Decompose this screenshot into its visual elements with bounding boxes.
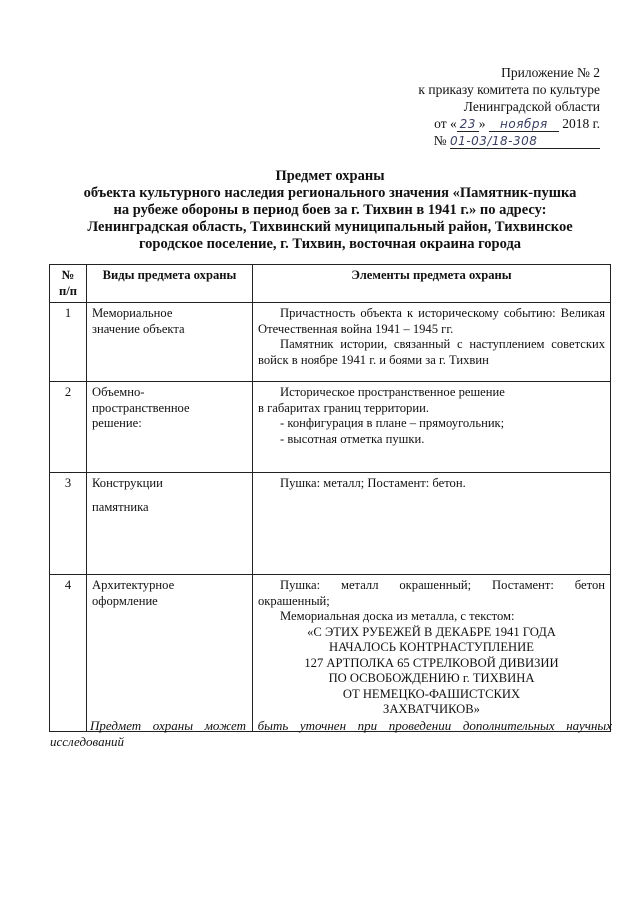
handwritten-number: 01-03/18-308 bbox=[450, 135, 600, 149]
column-header-elements: Элементы предмета охраны bbox=[253, 265, 611, 303]
table-row: 4 Архитектурное оформление Пушка: металл окрашенный; Постамент: бетон окрашенный; Мемориальная доска из металла, с текстом: «С ЭТИХ РУБЕЖЕЙ В ДЕКАБРЕ 1941 ГОДА НАЧАЛОСЬ КОНТРНАСТУПЛЕНИЕ 127 АРТПОЛКА 65 СТРЕЛКОВОЙ ДИВИЗИИ ПО ОСВОБОЖДЕНИЮ г. ТИХВИНА ОТ НЕМЕЦКО-ФАШИСТСКИХ ЗАХВАТЧИКОВ» bbox=[50, 575, 611, 732]
order-number: № 01-03/18-308 bbox=[370, 132, 600, 149]
table-row: 3 Конструкции памятника Пушка: металл; Постамент: бетон. bbox=[50, 473, 611, 575]
footer-note: Предмет охраны может быть уточнен при проведении дополнительных научных исследований bbox=[50, 718, 612, 749]
table-row: 1 Мемориальное значение объекта Причастность объекта к историческому событию: Великая Отечественная война 1941 – 1945 гг. Памятник истории, связанный с наступлением советских войск в ноябре 1941 г. и боями за г. Тихвин bbox=[50, 303, 611, 382]
table-row: 2 Объемно- пространственное решение: Историческое пространственное решение в габаритах границ территории. - конфигурация в плане – прямоугольник; - высотная отметка пушки. bbox=[50, 382, 611, 473]
appendix-label: Приложение № 2 bbox=[501, 65, 600, 80]
document-title: Предмет охраны объекта культурного наследия регионального значения «Памятник-пушка на рубеже обороны в период боев за г. Тихвин в 1941 г.» по адресу: Ленинградская область, Тихвинский муниципальный район, Тихвинское городское поселение, г. Тихвин, восточная окраина города bbox=[83, 168, 577, 252]
order-reference: к приказу комитета по культуре bbox=[418, 82, 600, 97]
document-header bbox=[370, 64, 600, 149]
order-date: от « 23 » ноября 2018 г. bbox=[434, 116, 600, 131]
table-header-row bbox=[50, 265, 611, 303]
protection-table bbox=[49, 264, 611, 732]
region-name: Ленинградской области bbox=[463, 99, 600, 114]
column-header-kind: Виды предмета охраны bbox=[87, 265, 253, 303]
handwritten-month: ноября bbox=[489, 118, 559, 132]
handwritten-day: 23 bbox=[457, 118, 479, 132]
column-header-number: № п/п bbox=[50, 265, 87, 303]
memorial-plaque-text: «С ЭТИХ РУБЕЖЕЙ В ДЕКАБРЕ 1941 ГОДА НАЧАЛОСЬ КОНТРНАСТУПЛЕНИЕ 127 АРТПОЛКА 65 СТРЕЛКОВОЙ ДИВИЗИИ ПО ОСВОБОЖДЕНИЮ г. ТИХВИНА ОТ НЕМЕЦКО-ФАШИСТСКИХ ЗАХВАТЧИКОВ» bbox=[304, 624, 559, 716]
